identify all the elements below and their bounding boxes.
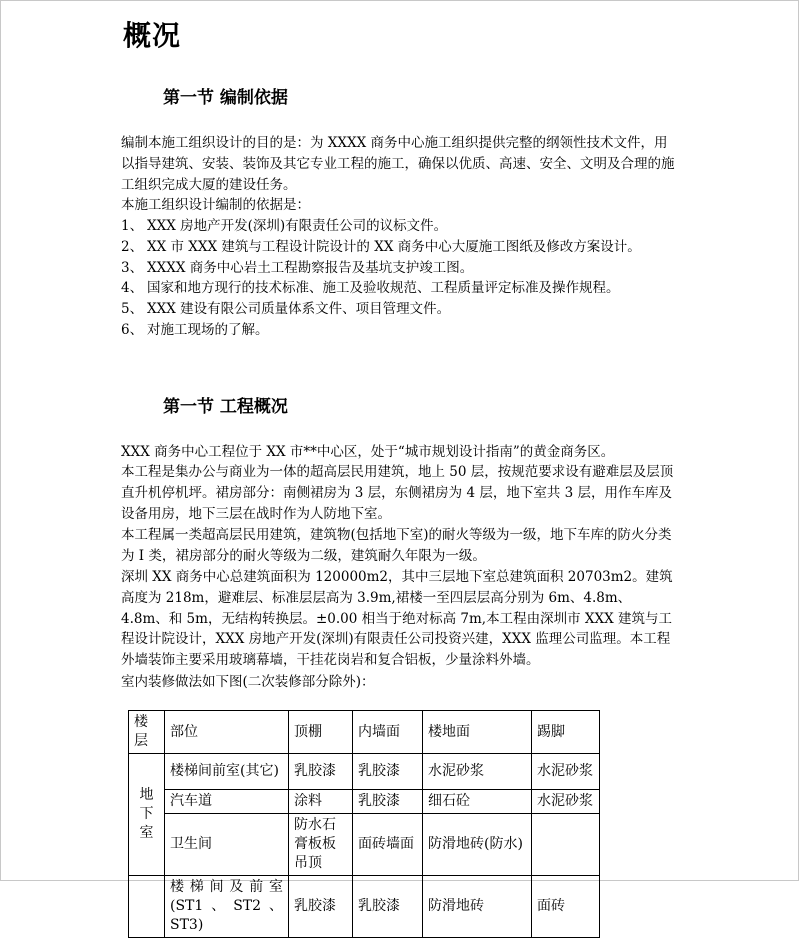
table-cell: 水泥砂浆 [532,754,600,790]
section2-paragraph: 深圳 XX 商务中心总建筑面积为 120000m2，其中三层地下室总建筑面积 20703m2。建筑高度为 218m，避难层、标准层层高为 3.9m,裙楼一至四层层高分别为 6m、4.8m、4.8m、和 5m，无结构转换层。±0.00 相当于绝对标高 7m,本工程由深圳市 XXX 建筑与工程设计院设计，XXX 房地产开发(深圳)有限责任公司投资兴建，XXX 监理公司监理。本工程外墙装饰主要采用玻璃幕墙，干挂花岗岩和复合铝板，少量涂料外墙。 [121,569,673,669]
table-row [129,754,600,790]
table-cell: 防滑地砖(防水) [423,814,532,876]
floor-cell [129,754,165,876]
table-header-cell: 内墙面 [353,711,423,754]
decoration-table [128,710,600,938]
section1-paragraph: 本施工组织设计编制的依据是： [121,197,310,213]
table-row [129,876,600,938]
list-item: 1、 XXX 房地产开发(深圳)有限责任公司的议标文件。 [121,218,448,234]
table-header-row [129,711,600,754]
table-cell: 水泥砂浆 [423,754,532,790]
section2-paragraph: 本工程是集办公与商业为一体的超高层民用建筑，地上 50 层，按规范要求设有避难层及层顶直升机停机坪。裙房部分：南侧裙房为 3 层，东侧裙房为 4 层，地下室共 3 层，用作车库及设备用房，地下三层在战时作为人防地下室。 [121,464,674,522]
table-cell: 防滑地砖 [423,876,532,938]
table-cell: 面砖墙面 [353,814,423,876]
table-cell: 防水石膏板板吊顶 [289,814,353,876]
table-header-cell: 楼层 [129,711,165,754]
table-cell: 细石砼 [423,790,532,814]
table-cell: 乳胶漆 [289,876,353,938]
table-header-cell: 踢脚 [532,711,600,754]
table-cell [532,814,600,876]
table-cell: 乳胶漆 [353,754,423,790]
floor-label: 地 下 室 [139,787,154,841]
table-cell: 卫生间 [165,814,289,876]
table-cell: 楼梯间及前室(ST1、ST2、ST3) [165,876,289,938]
section2-heading: 第一节 工程概况 [163,397,288,417]
table-cell: 乳胶漆 [353,876,423,938]
table-cell: 涂料 [289,790,353,814]
document-title: 概况 [123,19,182,52]
table-cell: 汽车道 [165,790,289,814]
floor-cell [129,876,165,938]
section2-paragraph: XXX 商务中心工程位于 XX 市**中心区，处于“城市规划设计指南”的黄金商务区。 [121,444,615,460]
table-header-cell: 楼地面 [423,711,532,754]
table-cell: 乳胶漆 [353,790,423,814]
list-item: 6、 对施工现场的了解。 [121,321,269,338]
list-item: 4、 国家和地方现行的技术标准、施工及验收规范、工程质量评定标准及操作规程。 [121,280,620,297]
section2-paragraph: 室内装修做法如下图(二次装修部分除外)： [121,674,375,690]
section1-paragraph: 编制本施工组织设计的目的是：为 XXXX 商务中心施工组织提供完整的纲领性技术文件，用以指导建筑、安装、装饰及其它专业工程的施工，确保以优质、高速、安全、文明及合理的施工组织完成大厦的建设任务。 [121,135,675,193]
table-header-cell: 顶棚 [289,711,353,754]
table-cell: 乳胶漆 [289,754,353,790]
list-item: 2、 XX 市 XXX 建筑与工程设计院设计的 XX 商务中心大厦施工图纸及修改方案设计。 [121,238,641,255]
list-item: 3、 XXXX 商务中心岩土工程勘察报告及基坑支护竣工图。 [121,259,474,276]
table-cell: 楼梯间前室(其它) [165,754,289,790]
table-cell: 面砖 [532,876,600,938]
table-header-cell: 部位 [165,711,289,754]
list-item: 5、 XXX 建设有限公司质量体系文件、项目管理文件。 [121,301,451,318]
table-cell: 水泥砂浆 [532,790,600,814]
section1-heading: 第一节 编制依据 [163,88,288,108]
section2-paragraph: 本工程属一类超高层民用建筑，建筑物(包括地下室)的耐火等级为一级，地下车库的防火分类为 I 类，裙房部分的耐火等级为二级，建筑耐久年限为一级。 [121,527,672,564]
table-row [129,790,600,814]
table-row [129,814,600,876]
basis-list [121,216,641,341]
